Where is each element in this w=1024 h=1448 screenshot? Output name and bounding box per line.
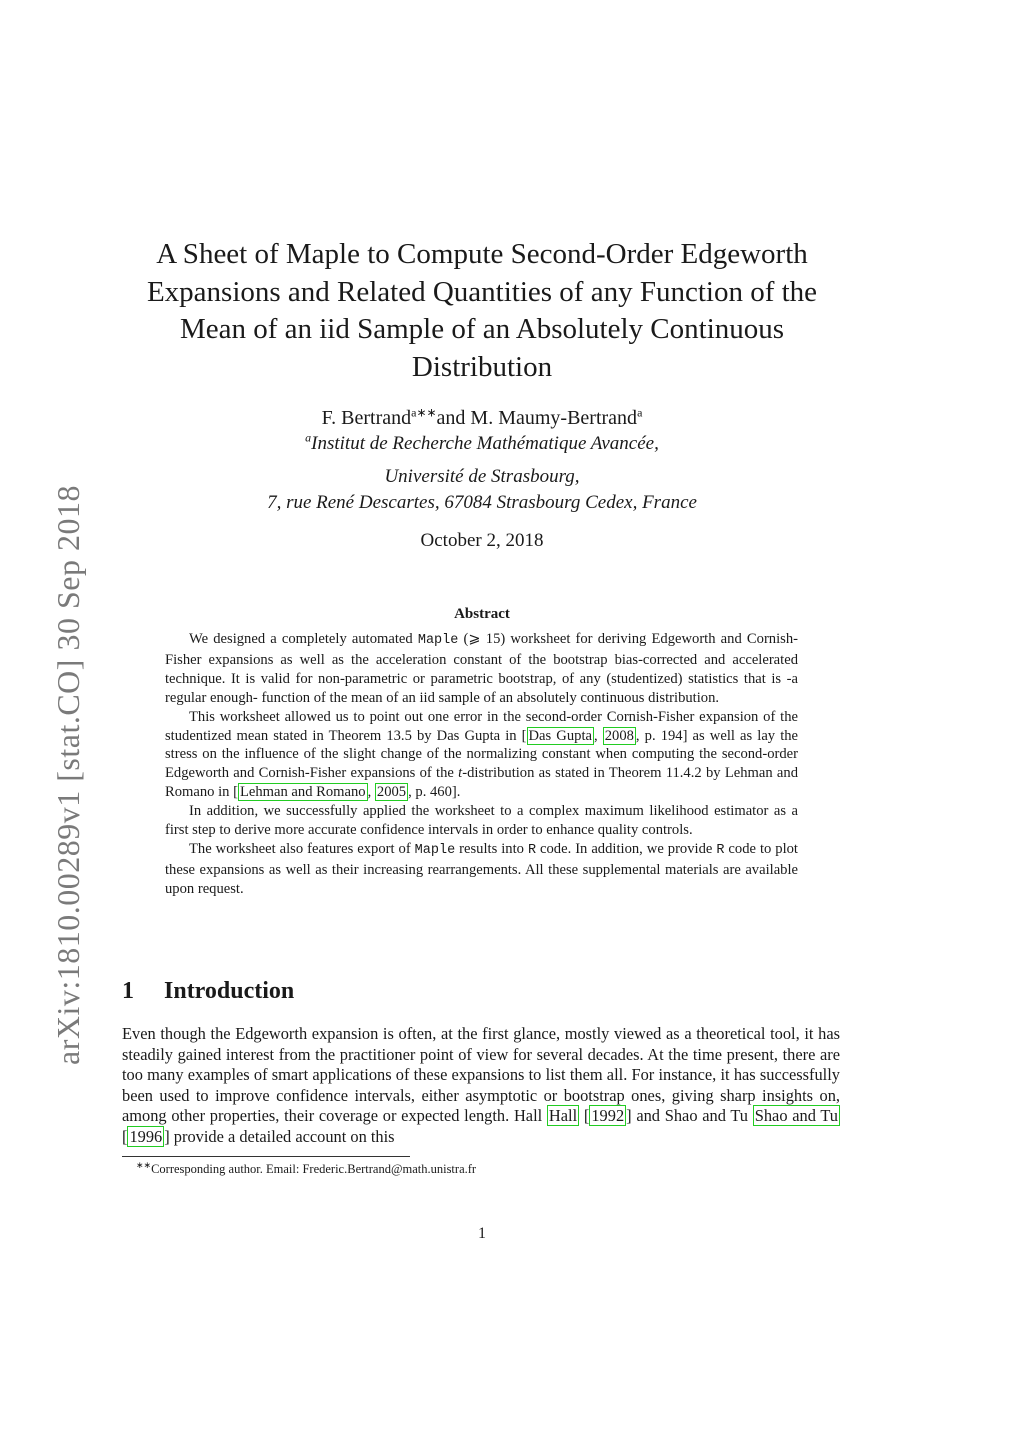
section-title: Introduction — [164, 978, 295, 1004]
citation-year-link-2005[interactable]: 2005 — [376, 784, 407, 801]
r-code-term: R — [527, 842, 537, 858]
paper-title: A Sheet of Maple to Compute Second-Order Edgeworth Expansions and Related Quantities of any Function of the Mean of an iid Sample of an Absolutely Continuous Distribution — [146, 238, 818, 383]
arxiv-identifier: arXiv:1810.00289v1 [stat.CO] 30 Sep 2018 — [50, 485, 86, 1065]
affiliation-line-2: Université de Strasbourg, — [384, 466, 580, 487]
introduction-paragraph: Even though the Edgeworth expansion is often, at the first glance, mostly viewed as a theoretical tool, it has steadily gained interest from the practitioner point of view for several decades. At the time present, there are too many examples of smart applications of these expansions to list them all. For instance, it has successfully been used to improve confidence intervals, either asymptotic or bootstrap ones, giving sharp insights on, among other properties, their coverage or expected length. Hall Hall [ 1992 ] and Shao and Tu Shao and Tu [ 1996 ] provide a detailed account on this — [122, 1024, 840, 1146]
section-number: 1 — [122, 978, 134, 1004]
citation-year-link-1996[interactable]: 1996 — [129, 1126, 163, 1146]
citation-link-shao-tu[interactable]: Shao and Tu — [754, 1106, 838, 1126]
citation-link-lehman-romano[interactable]: Lehman and Romano — [239, 784, 366, 801]
author-2-affil-mark: a — [637, 405, 643, 420]
abstract-heading: Abstract — [454, 606, 510, 622]
paper-date: October 2, 2018 — [420, 530, 544, 551]
abstract-paragraph-2: This worksheet allowed us to point out one error in the second-order Cornish-Fisher expansion of the studentized mean stated in Theorem 13.5 by Das Gupta in [ Das Gupta , 2008 , p. 194] as well as lay the stress on the influence of the slight change of the normalizing constant when computing the second-order Edgeworth and Cornish-Fisher expansions of the t-distribution as stated in Theorem 11.4.2 by Lehman and Romano in [ Lehman and Romano , 2005 , p. 460]. — [165, 708, 799, 801]
abstract-paragraph-1: We designed a completely automated Maple (⩾ 15) worksheet for deriving Edgeworth and Cornish-Fisher expansions as well as the acceleration constant of the bootstrap bias-corrected and accelerated technique. It is valid for non-parametric or parametric bootstrap, of any (studentized) statistics that is -a regular enough- function of the mean of an iid sample of an absolutely continuous distribution. — [165, 631, 798, 706]
footnote-mark: ∗∗ — [136, 1160, 152, 1170]
affiliation-line-1: $^a$Institut de Recherche Mathématique Avancée, — [305, 430, 659, 454]
footnote — [136, 1160, 476, 1177]
author-list — [120, 405, 844, 431]
author-1-affil-mark: a — [411, 405, 417, 420]
page-number: 1 — [478, 1225, 486, 1242]
abstract-paragraph-3: In addition, we successfully applied the worksheet to a complex maximum likelihood estimator as a first step to derive more accurate confidence intervals in order to enhance quality controls. — [165, 803, 798, 839]
maple-code-term: Maple — [414, 842, 456, 858]
citation-link-hall[interactable]: Hall — [548, 1106, 578, 1126]
citation-year-link-2008[interactable]: 2008 — [604, 727, 634, 744]
citation-link-das-gupta[interactable]: Das Gupta — [528, 727, 592, 744]
section-heading-introduction — [122, 978, 294, 1005]
maple-code-term: Maple — [417, 633, 459, 648]
abstract-body — [165, 630, 798, 899]
affiliation-mark: a — [305, 430, 312, 445]
author-1-footnote-mark: ∗∗ — [416, 405, 437, 420]
r-code-term: R — [716, 842, 725, 858]
footnote-divider — [122, 1156, 410, 1157]
author-1: F. Bertrand — [321, 407, 412, 429]
citation-year-link-1992[interactable]: 1992 — [591, 1106, 625, 1126]
footnote-text: Corresponding author. Email: Frederic.Bertrand@math.unistra.fr — [151, 1162, 477, 1177]
author-2: and M. Maumy-Bertrand — [436, 407, 638, 429]
affiliation-line-3: 7, rue René Descartes, 67084 Strasbourg Cedex, France — [267, 492, 697, 513]
abstract-paragraph-4: The worksheet also features export of Maple results into R code. In addition, we provide R code to plot these expansions as well as their increasing rearrangements. All these supplemental materials are available upon request. — [165, 840, 798, 897]
